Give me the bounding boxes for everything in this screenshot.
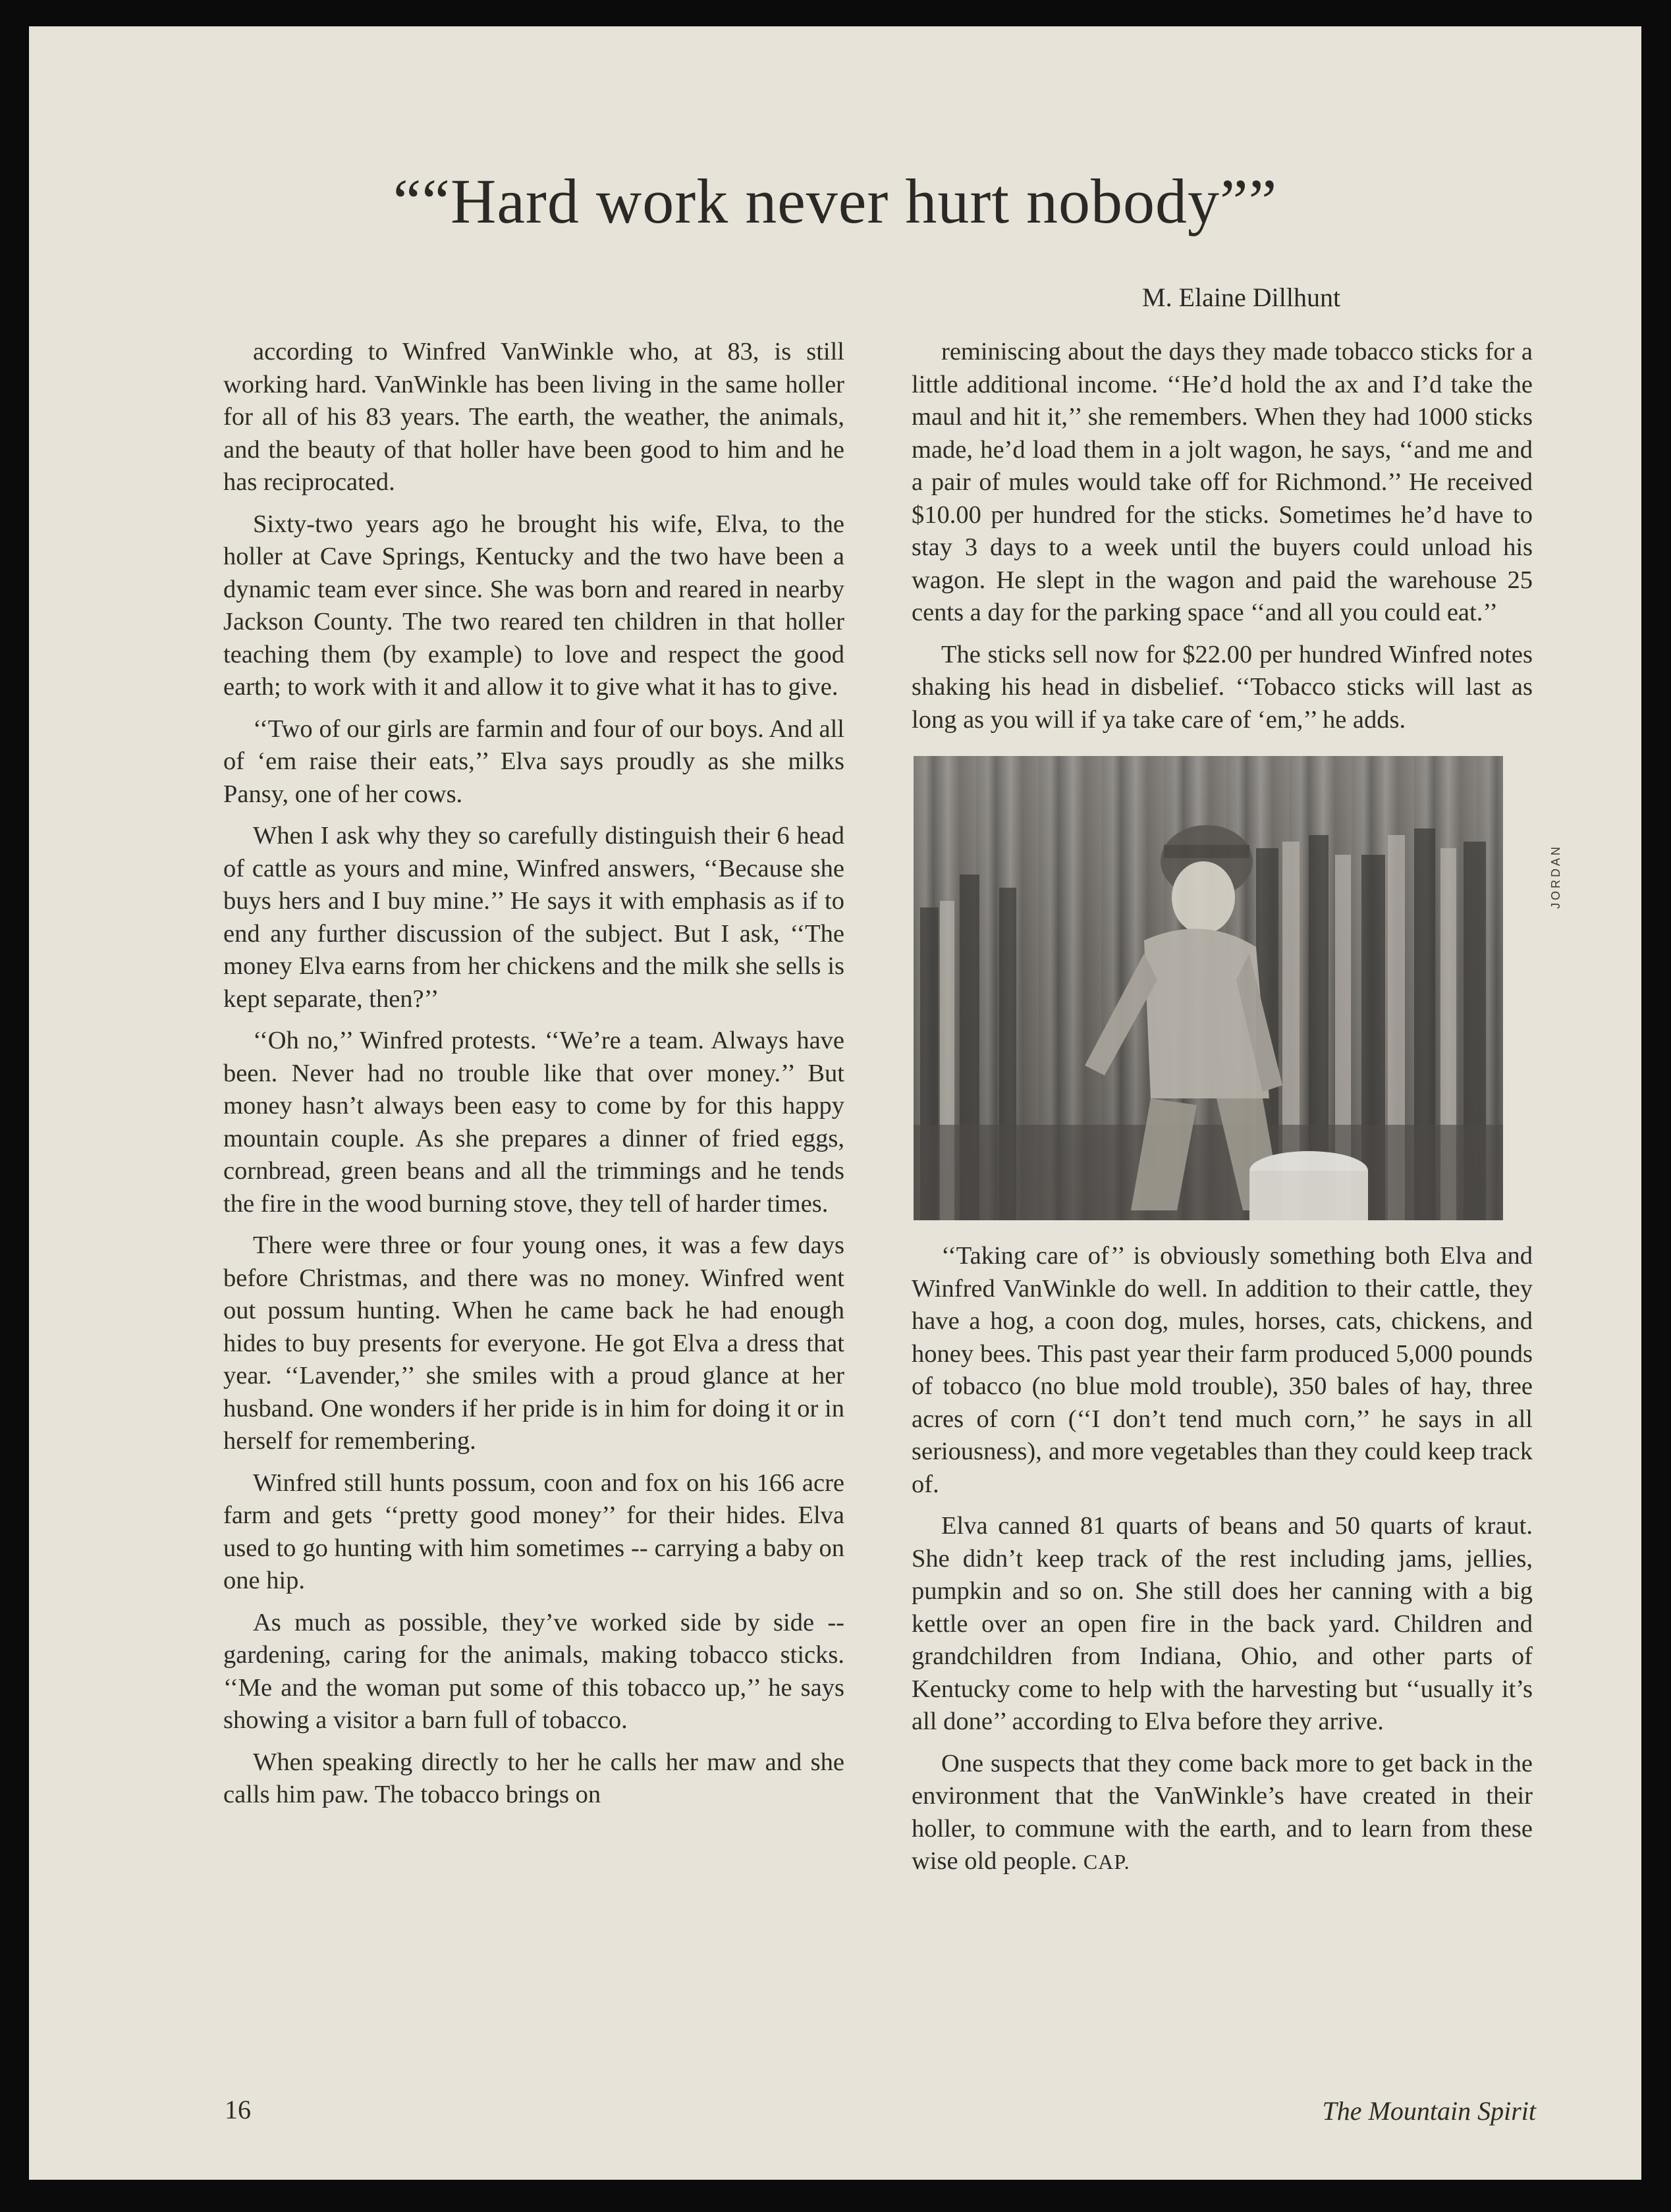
paragraph: Elva canned 81 quarts of beans and 50 quarts of kraut. She didn’t keep track of the rest including jams, jellies, pumpkin and so on. She still does her canning with a big kettle over an open fire in the back yard. Children and grandchildren from Indiana, Ohio, and other parts of Kentucky come to help with the harvesting but ‘‘usually it’s all done’’ according to Elva before they arrive.	[912, 1512, 1533, 1735]
paragraph: according to Winfred VanWinkle who, at 83, is still working hard. VanWinkle has been living in the same holler for all of his 83 years. The earth, the weather, the animals, and the beauty of that holler have been good to him and he has reciprocated.	[223, 338, 844, 496]
publication-name: The Mountain Spirit	[1322, 2096, 1536, 2126]
paragraph-text: One suspects that they come back more to get back in the environment that the VanWinkle’s have created in their holler, to commune with the earth, and to learn from these wise old people.	[912, 1749, 1533, 1875]
farmer-photo	[914, 756, 1503, 1220]
left-column	[223, 336, 844, 1821]
paragraph: reminiscing about the days they made tobacco sticks for a little additional income. ‘‘He’d hold the ax and I’d take the maul and hit it,’’ she remembers. When they had 1000 sticks made, he’d load them in a jolt wagon, he says, ‘‘and me and a pair of mules would take off for Richmond.’’ He received $10.00 per hundred for the sticks. Sometimes he’d have to stay 3 days to a week until the buyers could unload his wagon. He slept in the wagon and paid the warehouse 25 cents a day for the parking space ‘‘and all you could eat.’’	[912, 338, 1533, 626]
paragraph: The sticks sell now for $22.00 per hundred Winfred notes shaking his head in disbelief. ‘‘Tobacco sticks will last as long as you will if ya take care of ‘em,’’ he adds.	[912, 640, 1533, 734]
paragraph: Winfred still hunts possum, coon and fox on his 166 acre farm and gets ‘‘pretty good money’’ for their hides. Elva used to go hunting with him sometimes -- carrying a baby on one hip.	[223, 1469, 844, 1594]
paragraph: There were three or four young ones, it was a few days before Christmas, and there was no money. Winfred went out possum hunting. When he came back he had enough hides to buy presents for everyone. He got Elva a dress that year. ‘‘Lavender,’’ she smiles with a proud glance at her husband. One wonders if her pride is in him for doing it or in herself for remembering.	[223, 1231, 844, 1455]
photo-illustration	[914, 756, 1503, 1220]
right-column	[912, 336, 1533, 1888]
photo-credit: JORDAN	[1549, 844, 1562, 909]
paragraph: ‘‘Taking care of’’ is obviously something both Elva and Winfred VanWinkle do well. In addition to their cattle, they have a hog, a coon dog, mules, horses, cats, chickens, and honey bees. This past year their farm produced 5,000 pounds of tobacco (no blue mold trouble), 350 bales of hay, three acres of corn (‘‘I don’t tend much corn,’’ he says in all seriousness), and more vegetables than they could keep track of.	[912, 1242, 1533, 1498]
paragraph: When I ask why they so carefully distinguish their 6 head of cattle as yours and mine, Winfred answers, ‘‘Because she buys hers and I buy mine.’’ He says it with emphasis as if to end any further discussion of the subject. But I ask, ‘‘The money Elva earns from her chickens and the milk she sells is kept separate, then?’’	[223, 822, 844, 1013]
paragraph: ‘‘Two of our girls are farmin and four of our boys. And all of ‘em raise their eats,’’ Elva says proudly as she milks Pansy, one of her cows.	[223, 715, 844, 808]
byline: M. Elaine Dillhunt	[1142, 283, 1341, 312]
paragraph: Sixty-two years ago he brought his wife, Elva, to the holler at Cave Springs, Kentucky and the two have been a dynamic team ever since. She was born and reared in nearby Jackson County. The two reared ten children in that holler teaching them (by example) to love and respect the good earth; to work with it and allow it to give what it has to give.	[223, 510, 844, 701]
paragraph: When speaking directly to her he calls her maw and she calls him paw. The tobacco brings on	[223, 1748, 844, 1808]
article-title: ““Hard work never hurt nobody””	[393, 166, 1278, 236]
paragraph	[912, 1748, 1533, 1879]
end-mark: CAP.	[1083, 1850, 1130, 1874]
magazine-page	[29, 26, 1641, 2180]
paragraph: As much as possible, they’ve worked side by side -- gardening, caring for the animals, making tobacco sticks. ‘‘Me and the woman put some of this tobacco up,’’ he says showing a visitor a barn full of tobacco.	[223, 1608, 844, 1734]
page-number: 16	[225, 2095, 251, 2124]
paragraph: ‘‘Oh no,’’ Winfred protests. ‘‘We’re a team. Always have been. Never had no trouble like that over money.’’ But money hasn’t always been easy to come by for this happy mountain couple. As she prepares a dinner of fried eggs, cornbread, green beans and all the trimmings and he tends the fire in the wood burning stove, they tell of harder times.	[223, 1027, 844, 1218]
